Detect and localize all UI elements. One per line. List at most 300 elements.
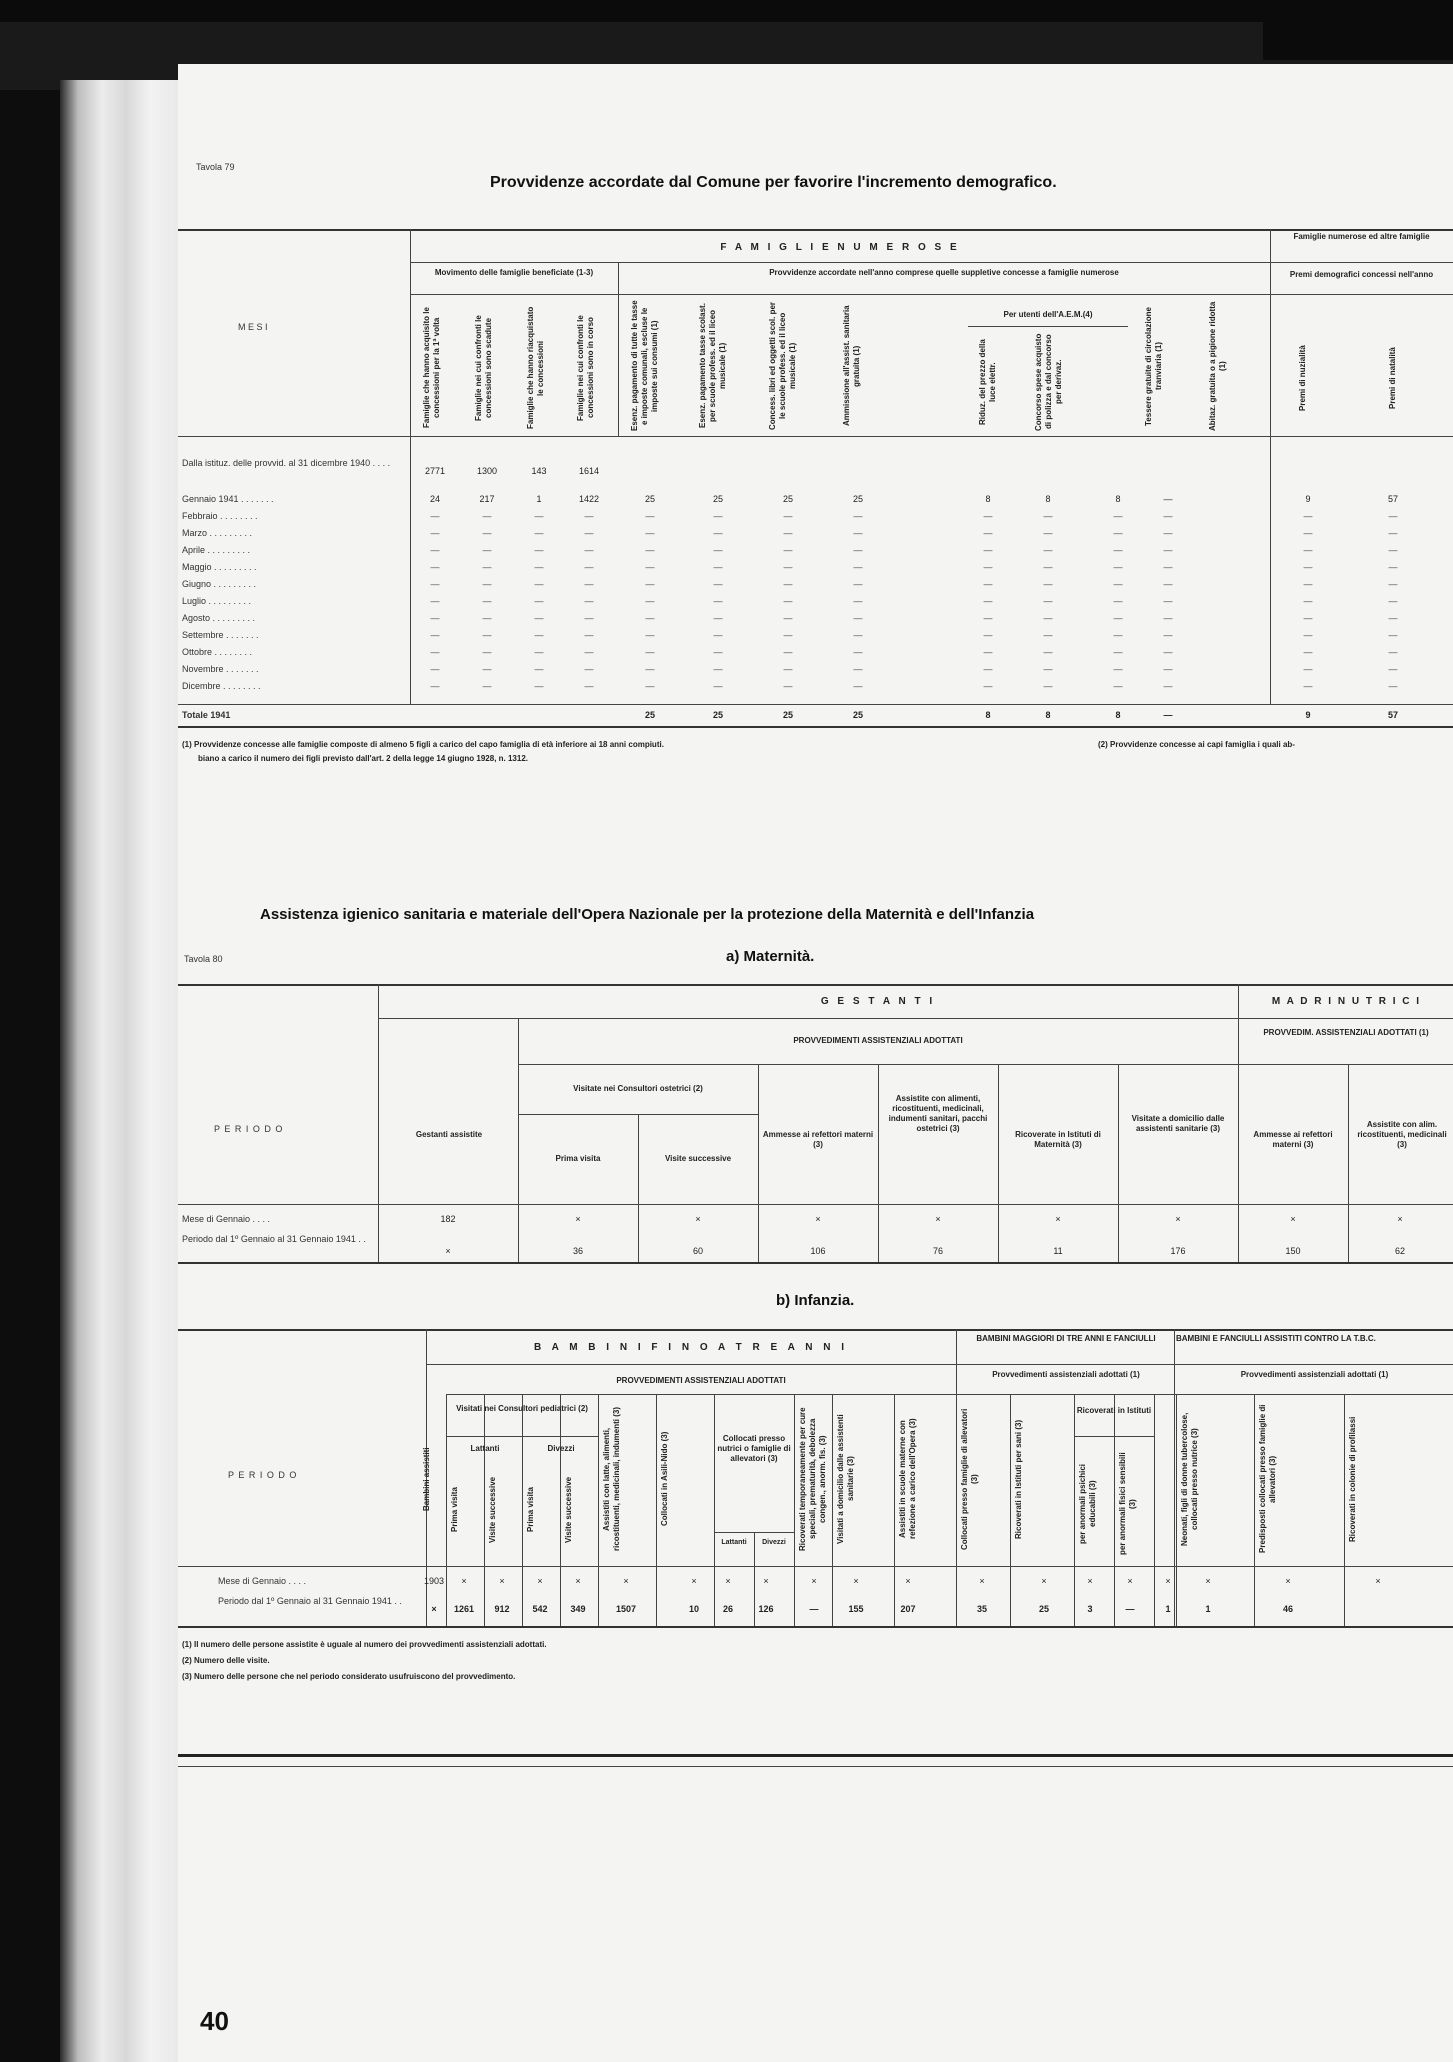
t79-dash: — xyxy=(853,579,863,589)
t79-total-cell: — xyxy=(1163,710,1173,720)
t79-col-header: Premi di nuzialità xyxy=(1298,345,1307,411)
t79-dash: — xyxy=(1163,579,1173,589)
t79-dash: — xyxy=(1388,579,1398,589)
t80-cell: 150 xyxy=(1285,1246,1301,1256)
t79-vline xyxy=(1270,229,1271,704)
tinf-col-header: Visitati a domicilio dalle assistenti sanitarie (3) xyxy=(836,1414,855,1544)
t79-col-header: Premi di natalità xyxy=(1388,347,1397,409)
tinf-cell: × xyxy=(691,1576,697,1586)
t79-dash: — xyxy=(713,545,723,555)
t79-dash: — xyxy=(1163,664,1173,674)
tinf-cell: — xyxy=(1125,1604,1135,1614)
t79-dash: — xyxy=(1113,647,1123,657)
t79-dash: — xyxy=(1113,511,1123,521)
tinf-col-header: Prima visita xyxy=(450,1487,459,1533)
tinf-vline xyxy=(794,1394,795,1626)
t79-dash: — xyxy=(1163,545,1173,555)
t79-col-header: Esenz. pagamento di tutte le tasse e imposte comunali, escluse le imposte sui consumi (1) xyxy=(630,300,659,432)
tinf-divezzi: Divezzi xyxy=(547,1444,575,1453)
tinf-vline xyxy=(956,1329,957,1626)
t79-dash: — xyxy=(584,579,594,589)
t79-top-rule xyxy=(178,229,1453,231)
tinf-vline xyxy=(832,1394,833,1626)
tinf-coll-divezzi: Divezzi xyxy=(762,1539,786,1546)
t79-dash: — xyxy=(482,630,492,640)
t79-month-label: Luglio . . . . . . . . . xyxy=(182,596,252,606)
t79-head-rule xyxy=(178,436,1453,437)
tinf-cell: × xyxy=(1087,1576,1093,1586)
t79-dash: — xyxy=(783,528,793,538)
t79-dash: — xyxy=(1388,596,1398,606)
t79-dash: — xyxy=(482,613,492,623)
t79-dash: — xyxy=(1113,579,1123,589)
tinf-maggiori-header: BAMBINI MAGGIORI DI TRE ANNI E FANCIULLI xyxy=(976,1334,1156,1343)
tinf-cell: 126 xyxy=(758,1604,774,1614)
t79-month-label: Giugno . . . . . . . . . xyxy=(182,579,257,589)
t79-dash: — xyxy=(713,681,723,691)
t79-aem-header: Per utenti dell'A.E.M.(4) xyxy=(1003,310,1093,319)
t79-col-header: Famiglie che hanno riacquistato le concessioni xyxy=(526,306,545,430)
t79-dash: — xyxy=(853,545,863,555)
t79-total-cell: 8 xyxy=(985,710,991,720)
tinf-col-header: Predisposti collocati presso famiglie di allevatori (3) xyxy=(1258,1404,1277,1554)
t79-dash: — xyxy=(983,528,993,538)
scan-corner-shadow xyxy=(1263,0,1453,60)
tinf-cell: × xyxy=(1127,1576,1133,1586)
t79-dash: — xyxy=(1043,545,1053,555)
tinf-vline xyxy=(560,1394,561,1626)
t79-dash: — xyxy=(534,681,544,691)
t79-dash: — xyxy=(783,681,793,691)
t79-dash: — xyxy=(853,647,863,657)
t79-dash: — xyxy=(1043,647,1053,657)
tinf-cell: × xyxy=(979,1576,985,1586)
t79-mesi-label: M E S I xyxy=(238,322,268,332)
t80-vline xyxy=(758,1064,759,1262)
t79-vline xyxy=(618,262,619,436)
t79-dash: — xyxy=(713,562,723,572)
t79-dash: — xyxy=(713,630,723,640)
t80-cell: 62 xyxy=(1394,1246,1405,1256)
t80-vline xyxy=(998,1064,999,1262)
t79-dash: — xyxy=(534,545,544,555)
t79-dash: — xyxy=(534,664,544,674)
t80-cell: × xyxy=(935,1214,941,1224)
tinf-top-rule xyxy=(178,1329,1453,1331)
t79-dash: — xyxy=(645,562,655,572)
t79-dash: — xyxy=(713,579,723,589)
t79-total-cell: 8 xyxy=(1115,710,1121,720)
t79-month-label: Novembre . . . . . . . xyxy=(182,664,259,674)
t79-dash: — xyxy=(482,528,492,538)
tinf-rule xyxy=(178,1566,1453,1567)
t79-dash: — xyxy=(584,562,594,572)
t79-col-header: Famiglie nei cui confronti le concessioni sono in corso xyxy=(576,315,595,421)
t80-visitate-header: Visitate nei Consultori ostetrici (2) xyxy=(573,1084,703,1093)
t79-total-cell: 25 xyxy=(782,710,793,720)
t80-ammesse-refettori: Ammesse ai refettori materni (3) xyxy=(762,1130,874,1149)
t79-dash: — xyxy=(713,528,723,538)
tinf-vline xyxy=(894,1394,895,1626)
t79-dash: — xyxy=(1043,664,1053,674)
t79-dash: — xyxy=(482,664,492,674)
t79-dash: — xyxy=(713,647,723,657)
tinf-col-header: Ricoverati in Istituti per sani (3) xyxy=(1014,1419,1023,1539)
t79-dash: — xyxy=(1113,545,1123,555)
t80-cell: 176 xyxy=(1170,1246,1186,1256)
t79-dash: — xyxy=(1043,596,1053,606)
t79-row-istituz: Dalla istituz. delle provvid. al 31 dicembre 1940 . . . . xyxy=(182,458,391,468)
tinf-row-mese: Mese di Gennaio . . . . xyxy=(218,1576,307,1586)
t79-dash: — xyxy=(430,545,440,555)
t79-total-cell: 25 xyxy=(712,710,723,720)
tinf-lattanti: Lattanti xyxy=(470,1444,500,1453)
tinf-cell: × xyxy=(853,1576,859,1586)
t79-cell: 25 xyxy=(852,494,863,504)
t79-month-label: Agosto . . . . . . . . . xyxy=(182,613,256,623)
tinf-cell: — xyxy=(809,1604,819,1614)
tinf-rule xyxy=(426,1364,1453,1365)
t79-dash: — xyxy=(1043,562,1053,572)
tinf-cell: 207 xyxy=(900,1604,916,1614)
t79-cell: — xyxy=(1163,494,1173,504)
tinf-vline xyxy=(598,1394,599,1626)
t79-cell: 9 xyxy=(1305,494,1311,504)
tinf-cell: × xyxy=(431,1604,437,1614)
t79-footnote-1: (1) Provvidenze concesse alle famiglie composte di almeno 5 figli a carico del capo famiglia di età inferiore ai 18 anni compiuti. xyxy=(182,740,664,749)
tinf-cell: × xyxy=(1041,1576,1047,1586)
t79-cell: 217 xyxy=(479,494,495,504)
t79-dash: — xyxy=(1303,647,1313,657)
t80-cell: 36 xyxy=(572,1246,583,1256)
tinf-vline xyxy=(484,1394,485,1626)
t79-month-label: Aprile . . . . . . . . . xyxy=(182,545,251,555)
t80-cell: × xyxy=(1175,1214,1181,1224)
tinf-vline xyxy=(1074,1394,1075,1626)
tinf-coll-lattanti: Lattanti xyxy=(721,1539,747,1546)
t79-dash: — xyxy=(482,545,492,555)
tinf-cell: 1 xyxy=(1165,1604,1171,1614)
t79-dash: — xyxy=(645,528,655,538)
t79-dash: — xyxy=(853,596,863,606)
t79-dash: — xyxy=(482,596,492,606)
t79-dash: — xyxy=(1303,511,1313,521)
t79-dash: — xyxy=(713,596,723,606)
tinf-provv-fanciulli: Provvedimenti assistenziali adottati (1) xyxy=(1240,1370,1389,1379)
t79-dash: — xyxy=(645,647,655,657)
t79-dash: — xyxy=(1113,630,1123,640)
t79-dash: — xyxy=(983,511,993,521)
t79-dash: — xyxy=(430,681,440,691)
t79-dash: — xyxy=(1043,630,1053,640)
table-80-title: Assistenza igienico sanitaria e materiale dell'Opera Nazionale per la protezione della Maternità e dell'Infanzia xyxy=(260,906,1035,923)
t79-total-cell: 8 xyxy=(1045,710,1051,720)
t79-dash: — xyxy=(430,528,440,538)
t79-dash: — xyxy=(783,562,793,572)
t79-dash: — xyxy=(983,562,993,572)
t79-dash: — xyxy=(1113,562,1123,572)
t79-dash: — xyxy=(853,528,863,538)
tinf-cell: × xyxy=(725,1576,731,1586)
t79-footnote-1b: biano a carico il numero dei figli previsto dall'art. 2 della legge 14 giugno 1928, n. 1312. xyxy=(198,754,529,763)
t79-dash: — xyxy=(430,613,440,623)
t79-dash: — xyxy=(1388,630,1398,640)
t79-dash: — xyxy=(584,596,594,606)
t79-right-group-header: Famiglie numerose ed altre famiglie xyxy=(1293,232,1430,241)
tinf-bambini-header: B A M B I N I F I N O A T R E A N N I xyxy=(533,1342,849,1353)
tinf-cell: 349 xyxy=(570,1604,586,1614)
t80-periodo-label: P E R I O D O xyxy=(214,1124,284,1134)
t80-cell: 60 xyxy=(692,1246,703,1256)
t79-dash: — xyxy=(1163,681,1173,691)
t80-cell: × xyxy=(575,1214,581,1224)
t79-dash: — xyxy=(983,664,993,674)
tinf-collocati-header: Collocati presso nutrici o famiglie di allevatori (3) xyxy=(717,1434,791,1463)
t79-dash: — xyxy=(1043,579,1053,589)
t79-group-rule xyxy=(410,262,1453,263)
t79-dash: — xyxy=(430,579,440,589)
t79-provvidenze-header: Provvidenze accordate nell'anno comprese quelle suppletive concesse a famiglie numerose xyxy=(769,268,1119,277)
t80-cell: × xyxy=(1055,1214,1061,1224)
t79-dash: — xyxy=(713,664,723,674)
tinf-fanciulli-header: BAMBINI E FANCIULLI ASSISTITI CONTRO LA T.B.C. xyxy=(1176,1334,1376,1343)
t80-cell: × xyxy=(815,1214,821,1224)
t79-cell: 2771 xyxy=(424,466,446,476)
t79-dash: — xyxy=(1388,647,1398,657)
t80-vline xyxy=(1348,1064,1349,1262)
t79-cell: 25 xyxy=(712,494,723,504)
tinf-provv-header: PROVVEDIMENTI ASSISTENZIALI ADOTTATI xyxy=(616,1376,786,1385)
t79-month-label: Marzo . . . . . . . . . xyxy=(182,528,253,538)
tinf-cell: 542 xyxy=(532,1604,548,1614)
t79-dash: — xyxy=(534,579,544,589)
t79-dash: — xyxy=(430,511,440,521)
tinf-ricoverati-istituti: Ricoverati in Istituti xyxy=(1076,1406,1152,1415)
t79-cell: 25 xyxy=(644,494,655,504)
t79-aem-rule xyxy=(968,326,1128,327)
t79-dash: — xyxy=(1163,596,1173,606)
tinf-cell: × xyxy=(1205,1576,1211,1586)
t79-dash: — xyxy=(783,596,793,606)
t79-cell: 143 xyxy=(531,466,547,476)
tinf-cell: × xyxy=(811,1576,817,1586)
table-80-label: Tavola 80 xyxy=(184,954,223,964)
t79-dash: — xyxy=(983,681,993,691)
tinf-cell: × xyxy=(1375,1576,1381,1586)
t80-gestanti-header: G E S T A N T I xyxy=(820,996,936,1007)
t79-dash: — xyxy=(645,596,655,606)
t79-col-header: Ammissione all'assist. sanitaria gratuita (1) xyxy=(842,305,861,427)
t79-dash: — xyxy=(1303,613,1313,623)
tinf-col-header: Assistiti in scuole materne con refezione a carico dell'Opera (3) xyxy=(898,1418,917,1540)
t80-bottom-rule xyxy=(178,1262,1453,1264)
infanzia-subtitle: b) Infanzia. xyxy=(776,1292,855,1309)
t80-madri-ammesse: Ammesse ai refettori materni (3) xyxy=(1253,1130,1333,1149)
tinf-cell: × xyxy=(623,1576,629,1586)
t80-cell: 182 xyxy=(440,1214,456,1224)
t79-dash: — xyxy=(1163,562,1173,572)
t79-dash: — xyxy=(1163,630,1173,640)
tinf-cell: × xyxy=(905,1576,911,1586)
t79-month-label: Gennaio 1941 . . . . . . . xyxy=(182,494,274,504)
t79-cell: 8 xyxy=(1115,494,1121,504)
t79-dash: — xyxy=(783,579,793,589)
t79-dash: — xyxy=(1113,613,1123,623)
t79-dash: — xyxy=(853,664,863,674)
t80-row-mese: Mese di Gennaio . . . . xyxy=(182,1214,271,1224)
t79-dash: — xyxy=(1043,613,1053,623)
tinf-col-header: Ricoverati temporaneamente per cure speciali, prematurità, debolezza congen., anorm. fis. (3) xyxy=(798,1407,827,1551)
t80-provv-madri-header: PROVVEDIM. ASSISTENZIALI ADOTTATI (1) xyxy=(1263,1028,1429,1037)
tinf-vline xyxy=(714,1394,715,1626)
t79-dash: — xyxy=(1388,545,1398,555)
t79-dash: — xyxy=(534,647,544,657)
t79-cell: 1422 xyxy=(578,494,600,504)
t79-dash: — xyxy=(534,528,544,538)
t79-dash: — xyxy=(1303,528,1313,538)
t79-dash: — xyxy=(713,613,723,623)
tinf-col-header: Visite successive xyxy=(564,1476,573,1544)
t79-dash: — xyxy=(1388,528,1398,538)
t79-cell: 1614 xyxy=(578,466,600,476)
maternita-subtitle: a) Maternità. xyxy=(726,948,815,965)
t79-dash: — xyxy=(482,681,492,691)
t79-dash: — xyxy=(645,613,655,623)
t79-vline xyxy=(410,229,411,704)
tinf-cell: 35 xyxy=(976,1604,987,1614)
t79-dash: — xyxy=(482,579,492,589)
t79-dash: — xyxy=(482,647,492,657)
t79-col-header: Tessere gratuite di circolazione tranviaria (1) xyxy=(1144,306,1163,426)
tinf-bottom-rule xyxy=(178,1626,1453,1628)
tinf-cell: 25 xyxy=(1038,1604,1049,1614)
page-number: 40 xyxy=(200,2006,229,2036)
tinf-cell: 3 xyxy=(1087,1604,1093,1614)
t80-prima-visita: Prima visita xyxy=(555,1154,601,1163)
t79-dash: — xyxy=(1388,511,1398,521)
t79-total-cell: 57 xyxy=(1387,710,1398,720)
t80-gestanti-assistite: Gestanti assistite xyxy=(415,1130,483,1139)
t80-cell: 11 xyxy=(1053,1246,1063,1256)
t79-group-header: F A M I G L I E N U M E R O S E xyxy=(720,242,960,253)
tinf-cell: 46 xyxy=(1282,1604,1293,1614)
t79-dash: — xyxy=(1388,613,1398,623)
t79-premi-header: Premi demografici concessi nell'anno xyxy=(1289,270,1434,279)
t79-dash: — xyxy=(853,511,863,521)
t79-dash: — xyxy=(584,664,594,674)
t80-ricoverate: Ricoverate in Istituti di Maternità (3) xyxy=(1015,1130,1101,1149)
t80-madri-header: M A D R I N U T R I C I xyxy=(1271,996,1422,1007)
t79-dash: — xyxy=(1303,681,1313,691)
tinf-cell: × xyxy=(461,1576,467,1586)
t79-total-cell: 9 xyxy=(1305,710,1311,720)
t79-dash: — xyxy=(584,630,594,640)
tinf-cell: × xyxy=(537,1576,543,1586)
tinf-col-header: Collocati presso famiglie di allevatori (3) xyxy=(960,1408,979,1550)
tinf-cell: × xyxy=(1285,1576,1291,1586)
tinf-footnote-2: (2) Numero delle visite. xyxy=(182,1656,270,1665)
t79-dash: — xyxy=(783,613,793,623)
table-79-label: Tavola 79 xyxy=(196,162,235,172)
tinf-cell: × xyxy=(1165,1576,1171,1586)
t79-dash: — xyxy=(783,630,793,640)
t79-dash: — xyxy=(430,562,440,572)
t79-month-label: Settembre . . . . . . . xyxy=(182,630,259,640)
tinf-footnote-3: (3) Numero delle persone che nel periodo considerato usufruiscono del provvedimento. xyxy=(182,1672,516,1681)
tinf-col-header: Collocati in Asili-Nido (3) xyxy=(660,1431,669,1527)
t79-dash: — xyxy=(1303,630,1313,640)
t79-month-label: Dicembre . . . . . . . . xyxy=(182,681,261,691)
t79-dash: — xyxy=(645,630,655,640)
tinf-periodo-label: P E R I O D O xyxy=(228,1470,298,1480)
t80-row-periodo: Periodo dal 1º Gennaio al 31 Gennaio 1941 . . xyxy=(182,1234,366,1244)
tinf-vline xyxy=(1344,1394,1345,1626)
tinf-vline xyxy=(1254,1394,1255,1626)
t80-cell: × xyxy=(445,1246,451,1256)
t79-col-header: Abitaz. gratuita o a pigione ridotta (1) xyxy=(1208,301,1227,431)
book-page-edges xyxy=(60,80,180,2062)
tinf-cell: 1903 xyxy=(423,1576,445,1586)
t79-movimento-header: Movimento delle famiglie beneficiate (1-3) xyxy=(434,268,594,277)
tinf-footnote-1: (1) Il numero delle persone assistite è uguale al numero dei provvedimenti assistenziali adottati. xyxy=(182,1640,547,1649)
tinf-col-header: per anormali fisici sensibili (3) xyxy=(1118,1452,1137,1556)
tinf-cell: 912 xyxy=(494,1604,510,1614)
t79-col-header: Concess. libri ed oggetti scol. per le scuole profess. ed il liceo musicale (1) xyxy=(768,301,797,431)
t80-cell: × xyxy=(695,1214,701,1224)
tinf-col-header: Prima visita xyxy=(526,1487,535,1533)
tinf-cell: 1507 xyxy=(615,1604,637,1614)
t79-dash: — xyxy=(534,596,544,606)
t80-cell: × xyxy=(1290,1214,1296,1224)
t79-dash: — xyxy=(983,613,993,623)
tinf-cell: × xyxy=(499,1576,505,1586)
tinf-cell: 1261 xyxy=(453,1604,475,1614)
t79-col-header: Riduz. del prezzo della luce elettr. xyxy=(978,339,997,425)
t79-dash: — xyxy=(853,613,863,623)
tinf-cell: 155 xyxy=(848,1604,864,1614)
t79-dash: — xyxy=(430,630,440,640)
t79-dash: — xyxy=(983,579,993,589)
t79-cell: 24 xyxy=(429,494,440,504)
t79-cell: 1 xyxy=(536,494,542,504)
t79-dash: — xyxy=(430,664,440,674)
t79-dash: — xyxy=(1303,562,1313,572)
document-page xyxy=(178,64,1453,2062)
t79-dash: — xyxy=(645,545,655,555)
t79-dash: — xyxy=(645,664,655,674)
scan-top-border xyxy=(0,0,1453,22)
t79-dash: — xyxy=(534,613,544,623)
t79-dash: — xyxy=(534,511,544,521)
t79-dash: — xyxy=(482,562,492,572)
tinf-col-header: per anormali psichici educabili (3) xyxy=(1078,1463,1097,1545)
t80-cell: 76 xyxy=(932,1246,943,1256)
t79-dash: — xyxy=(853,681,863,691)
t79-dash: — xyxy=(645,511,655,521)
table-79-title: Provvidenze accordate dal Comune per favorire l'incremento demografico. xyxy=(490,174,1057,191)
t79-bottom-rule xyxy=(178,726,1453,728)
t79-dash: — xyxy=(1163,528,1173,538)
t79-dash: — xyxy=(584,681,594,691)
t79-dash: — xyxy=(853,562,863,572)
t79-dash: — xyxy=(1163,647,1173,657)
page-bottom-rule xyxy=(178,1754,1453,1757)
tinf-vline xyxy=(522,1394,523,1626)
t80-top-rule xyxy=(178,984,1453,986)
t79-dash: — xyxy=(1303,664,1313,674)
t79-dash: — xyxy=(1113,664,1123,674)
tinf-row-periodo: Periodo dal 1º Gennaio al 31 Gennaio 1941 . . xyxy=(218,1596,402,1606)
